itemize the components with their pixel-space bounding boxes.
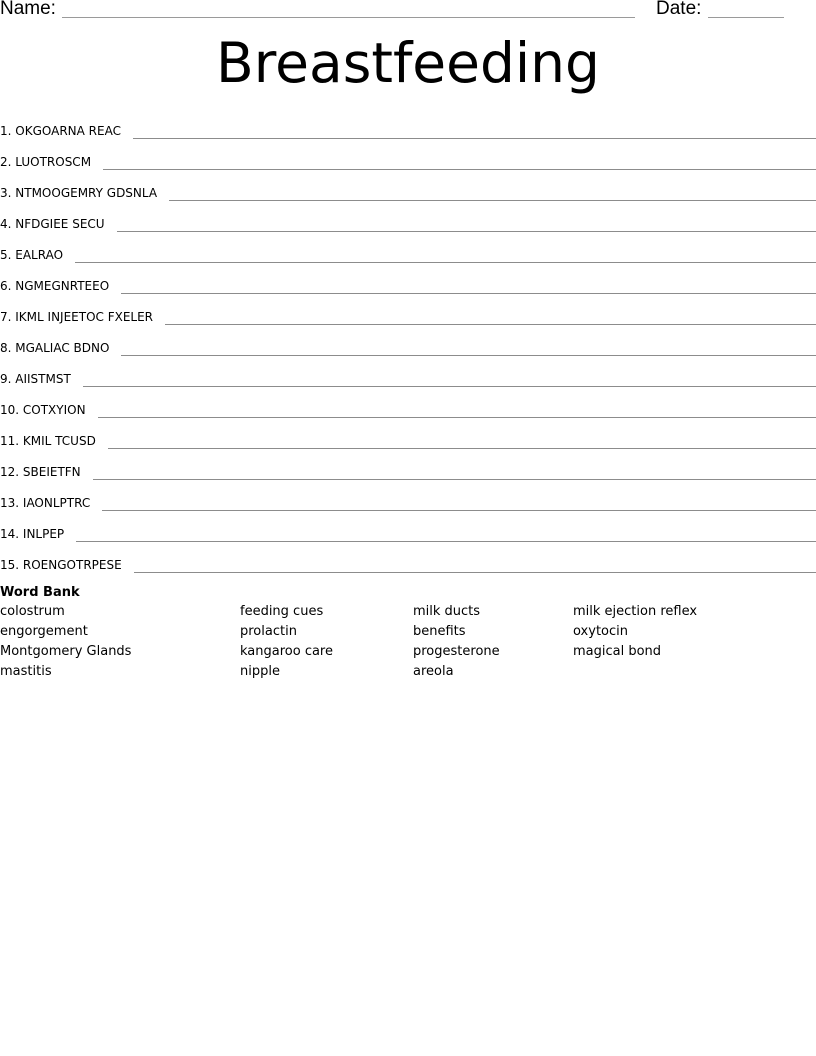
question-item <box>0 513 816 544</box>
word-bank-entry: feeding cues <box>240 604 324 619</box>
question-scrambled-word: 2. LUOTROSCM <box>0 155 92 169</box>
question-scrambled-word: 14. INLPEP <box>0 527 65 541</box>
question-item <box>0 358 816 389</box>
answer-line <box>117 231 816 232</box>
name-label: Name: <box>0 0 56 19</box>
word-bank-entry: progesterone <box>413 644 500 659</box>
question-item <box>0 544 816 575</box>
question-scrambled-word: 12. SBEIETFN <box>0 465 81 479</box>
question-item <box>0 203 816 234</box>
word-bank-entry: colostrum <box>0 604 65 619</box>
answer-line <box>121 293 816 294</box>
question-scrambled-word: 11. KMIL TCUSD <box>0 434 96 448</box>
answer-line <box>102 510 816 511</box>
word-bank <box>0 584 816 692</box>
word-bank-entry: milk ducts <box>413 604 481 619</box>
word-bank-entry: Montgomery Glands <box>0 644 132 659</box>
question-item <box>0 420 816 451</box>
word-bank-entry: prolactin <box>240 624 297 639</box>
answer-line <box>121 355 816 356</box>
date-label: Date: <box>656 0 702 19</box>
answer-line <box>169 200 816 201</box>
question-scrambled-word: 9. AIISTMST <box>0 372 71 386</box>
word-bank-entry: kangaroo care <box>240 644 333 659</box>
word-bank-entry: areola <box>413 664 454 679</box>
question-scrambled-word: 13. IAONLPTRC <box>0 496 91 510</box>
answer-line <box>133 138 816 139</box>
name-blank-line <box>62 17 635 18</box>
question-scrambled-word: 1. OKGOARNA REAC <box>0 124 121 138</box>
question-scrambled-word: 5. EALRAO <box>0 248 64 262</box>
word-bank-entry: oxytocin <box>573 624 628 639</box>
question-item <box>0 296 816 327</box>
answer-line <box>75 262 816 263</box>
question-scrambled-word: 6. NGMEGNRTEEO <box>0 279 110 293</box>
answer-line <box>93 479 816 480</box>
word-bank-entry: benefits <box>413 624 466 639</box>
word-bank-grid <box>0 602 816 692</box>
question-scrambled-word: 7. IKML INJEETOC FXELER <box>0 310 154 324</box>
answer-line <box>134 572 816 573</box>
answer-line <box>103 169 816 170</box>
question-item <box>0 172 816 203</box>
question-scrambled-word: 4. NFDGIEE SECU <box>0 217 105 231</box>
answer-line <box>76 541 816 542</box>
question-item <box>0 389 816 420</box>
word-bank-entry: mastitis <box>0 664 52 679</box>
question-item <box>0 451 816 482</box>
answer-line <box>165 324 816 325</box>
word-bank-entry: milk ejection reflex <box>573 604 698 619</box>
question-item <box>0 141 816 172</box>
question-item <box>0 110 816 141</box>
question-scrambled-word: 3. NTMOOGEMRY GDSNLA <box>0 186 158 200</box>
question-list <box>0 110 816 575</box>
date-blank-line <box>708 17 784 18</box>
question-item <box>0 482 816 513</box>
word-bank-entry: engorgement <box>0 624 88 639</box>
question-scrambled-word: 10. COTXYION <box>0 403 86 417</box>
answer-line <box>83 386 816 387</box>
answer-line <box>108 448 816 449</box>
word-bank-entry: magical bond <box>573 644 662 659</box>
word-bank-entry: nipple <box>240 664 280 679</box>
question-scrambled-word: 8. MGALIAC BDNO <box>0 341 110 355</box>
answer-line <box>98 417 816 418</box>
worksheet-header <box>0 0 816 24</box>
word-bank-title: Word Bank <box>0 585 80 600</box>
worksheet-title: Breastfeeding <box>216 31 600 95</box>
question-item <box>0 234 816 265</box>
question-item <box>0 265 816 296</box>
question-item <box>0 327 816 358</box>
question-scrambled-word: 15. ROENGOTRPESE <box>0 558 122 572</box>
